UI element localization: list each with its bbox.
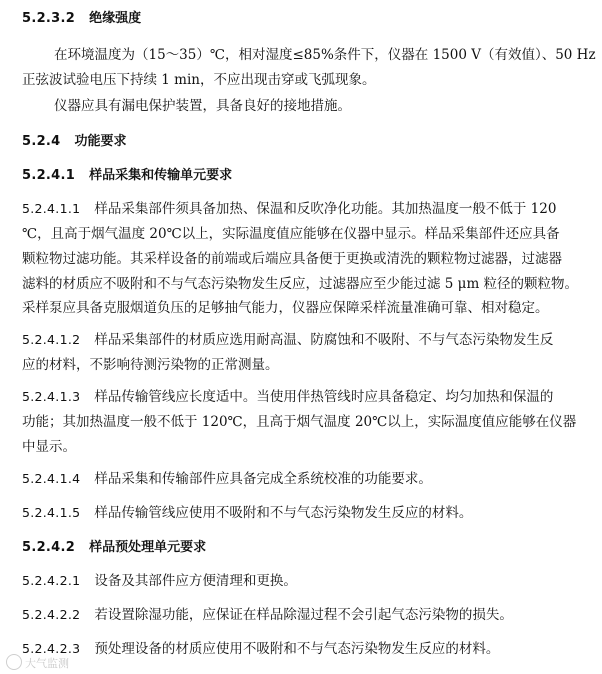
clause-5-2-4-2-3	[22, 639, 499, 659]
heading-5-2-4-1	[22, 165, 232, 186]
clause-text: 样品传输管线应长度适中。当使用伴热管线时应具备稳定、均匀加热和保温的	[94, 389, 554, 405]
paragraph-line: 颗粒物过滤功能。其采样设备的前端或后端应具备便于更换或清洗的颗粒物过滤器，过滤器	[22, 251, 562, 267]
clause-5-2-4-1-4	[22, 469, 432, 489]
section-title: 样品采集和传输单元要求	[89, 168, 233, 183]
clause-5-2-4-1-1	[22, 199, 556, 219]
clause-number: 5.2.4.2.1	[22, 573, 81, 588]
heading-5-2-4	[22, 131, 127, 152]
section-title: 绝缘强度	[89, 11, 142, 26]
clause-5-2-4-1-2	[22, 330, 553, 350]
clause-text: 样品采集和传输部件应具备完成全系统校准的功能要求。	[94, 471, 432, 487]
section-number: 5.2.3.2	[22, 11, 76, 26]
clause-text: 样品传输管线应使用不吸附和不与气态污染物发生反应的材料。	[94, 505, 473, 521]
clause-number: 5.2.4.2.3	[22, 641, 81, 656]
watermark-text: 大气监测	[25, 657, 69, 670]
section-number: 5.2.4.2	[22, 540, 76, 555]
clause-5-2-4-1-3	[22, 387, 553, 407]
watermark-logo-icon	[6, 654, 22, 670]
clause-5-2-4-1-5	[22, 503, 472, 523]
clause-number: 5.2.4.1.1	[22, 201, 81, 216]
paragraph-line: 应的材料，不影响待测污染物的正常测量。	[22, 357, 279, 373]
paragraph-line: ℃，且高于烟气温度 20℃以上，实际温度值应能够在仪器中显示。样品采集部件还应具备	[22, 226, 560, 242]
section-number: 5.2.4.1	[22, 168, 76, 183]
paragraph-line: 中显示。	[22, 439, 76, 455]
clause-number: 5.2.4.1.3	[22, 389, 81, 404]
clause-5-2-4-2-1	[22, 571, 297, 591]
watermark	[6, 654, 69, 671]
heading-5-2-4-2	[22, 537, 206, 558]
paragraph-line: 功能；其加热温度一般不低于 120℃，且高于烟气温度 20℃以上，实际温度值应能够在仪器	[22, 414, 577, 430]
section-title: 样品预处理单元要求	[89, 540, 207, 555]
clause-text: 样品采集部件的材质应选用耐高温、防腐蚀和不吸附、不与气态污染物发生反	[94, 332, 554, 348]
clause-text: 若设置除湿功能，应保证在样品除湿过程不会引起气态污染物的损失。	[94, 607, 513, 623]
paragraph-line: 在环境温度为（15～35）℃，相对湿度≤85%条件下，仪器在 1500 V（有效值）、50 Hz	[54, 47, 596, 63]
clause-text: 设备及其部件应方便清理和更换。	[94, 573, 297, 589]
paragraph-line: 正弦波试验电压下持续 1 min，不应出现击穿或飞弧现象。	[22, 72, 376, 88]
clause-number: 5.2.4.1.2	[22, 332, 81, 347]
clause-number: 5.2.4.1.4	[22, 471, 81, 486]
clause-5-2-4-2-2	[22, 605, 513, 625]
section-number: 5.2.4	[22, 134, 61, 149]
paragraph-line: 滤料的材质应不吸附和不与气态污染物发生反应，过滤器应至少能过滤 5 μm 粒径的颗粒物。	[22, 276, 579, 292]
clause-number: 5.2.4.1.5	[22, 505, 81, 520]
section-title: 功能要求	[74, 134, 127, 149]
paragraph-line: 采样泵应具备克服烟道负压的足够抽气能力，仪器应保障采样流量准确可靠、相对稳定。	[22, 300, 549, 316]
clause-text: 样品采集部件须具备加热、保温和反吹净化功能。其加热温度一般不低于 120	[94, 201, 557, 217]
paragraph-line: 仪器应具有漏电保护装置，具备良好的接地措施。	[54, 98, 351, 114]
heading-5-2-3-2	[22, 8, 141, 29]
clause-number: 5.2.4.2.2	[22, 607, 81, 622]
clause-text: 预处理设备的材质应使用不吸附和不与气态污染物发生反应的材料。	[94, 641, 500, 657]
